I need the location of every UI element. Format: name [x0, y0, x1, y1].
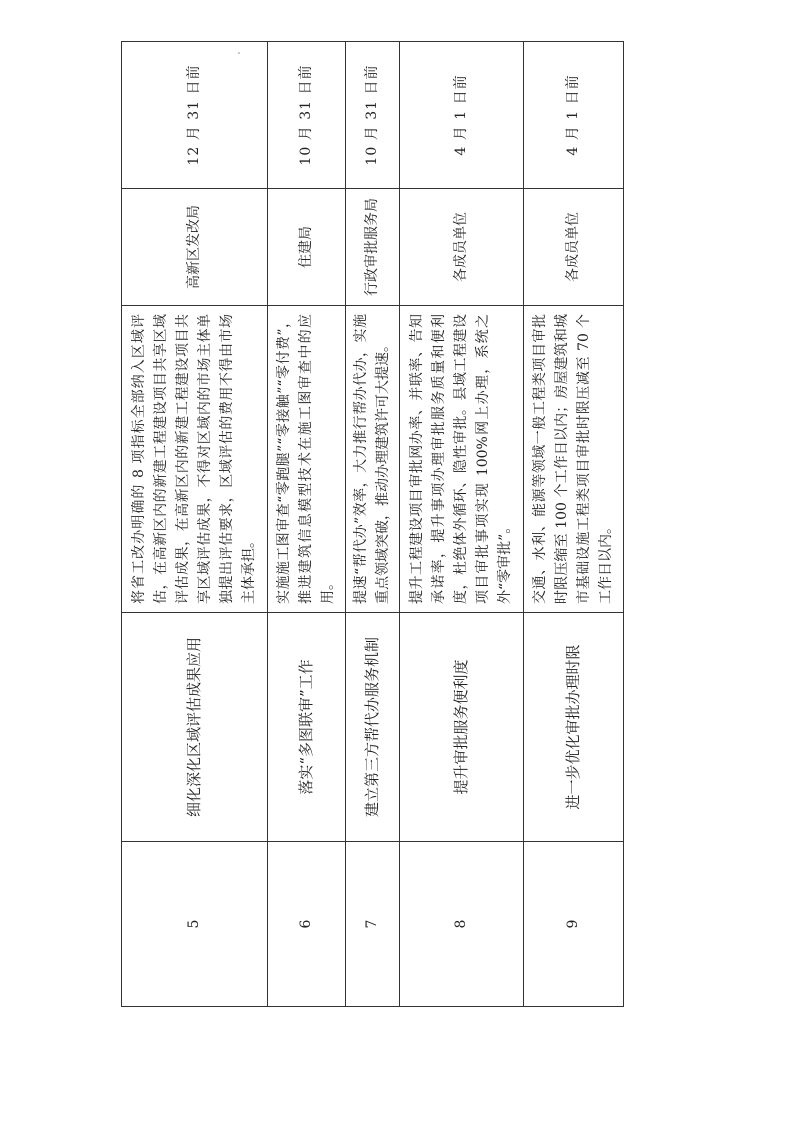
task-content: 交通、水利、能源等领域一般工程类项目审批时限压缩至 100 个工作日以内；房屋建筑和城市基础设施工程类项目审批时限压减至 70 个工作日以内。 [523, 306, 623, 613]
table-row [400, 42, 523, 1007]
deadline: 10 月 31 日前 [267, 42, 345, 189]
row-number: 5 [122, 842, 268, 1007]
rotated-table-wrapper [121, 64, 624, 1007]
table-row [267, 42, 345, 1007]
task-content: 将省工改办明确的 8 项指标全部纳入区域评估，在高新区内的新建工程建设项目共享区域评估成果，在高新区内的新建工程建设项目共享区域评估成果，不得对区域内的市场主体单独提出评估要求，区域评估的费用不得由市场主体承担。 [122, 306, 268, 613]
responsible-unit: 各成员单位 [400, 189, 523, 306]
responsible-unit: 各成员单位 [523, 189, 623, 306]
row-number: 7 [345, 842, 400, 1007]
task-name: 进一步优化审批办理时限 [523, 613, 623, 842]
row-number: 6 [267, 842, 345, 1007]
task-name: 建立第三方帮代办服务机制 [345, 613, 400, 842]
task-name: 细化深化区域评估成果应用 [122, 613, 268, 842]
task-table [121, 41, 624, 1007]
table-row [122, 42, 268, 1007]
table-row [523, 42, 623, 1007]
deadline: 12 月 31 日前 [122, 42, 268, 189]
responsible-unit: 高新区发改局 [122, 189, 268, 306]
row-number: 8 [400, 842, 523, 1007]
deadline: 4 月 1 日前 [523, 42, 623, 189]
task-name: 提升审批服务便利度 [400, 613, 523, 842]
task-content: 提升工程建设项目审批网办率、并联率、告知承诺率，提升事项办理审批服务质量和便利度，杜绝体外循环、隐性审批。县域工程建设项目审批事项实现 100%网上办理，系统之外“零审批”。 [400, 306, 523, 613]
responsible-unit: 行政审批服务局 [345, 189, 400, 306]
deadline: 4 月 1 日前 [400, 42, 523, 189]
table-row [345, 42, 400, 1007]
responsible-unit: 住建局 [267, 189, 345, 306]
task-content: 实施施工图审查“零跑腿”“零接触”“零付费”，推进建筑信息模型技术在施工图审查中的应用。 [267, 306, 345, 613]
task-content: 提速“帮代办”效率，大力推行帮办代办，实施重点领域突破，推动办理建筑许可大提速。 [345, 306, 400, 613]
row-number: 9 [523, 842, 623, 1007]
task-name: 落实“多图联审”工作 [267, 613, 345, 842]
deadline: 10 月 31 日前 [345, 42, 400, 189]
